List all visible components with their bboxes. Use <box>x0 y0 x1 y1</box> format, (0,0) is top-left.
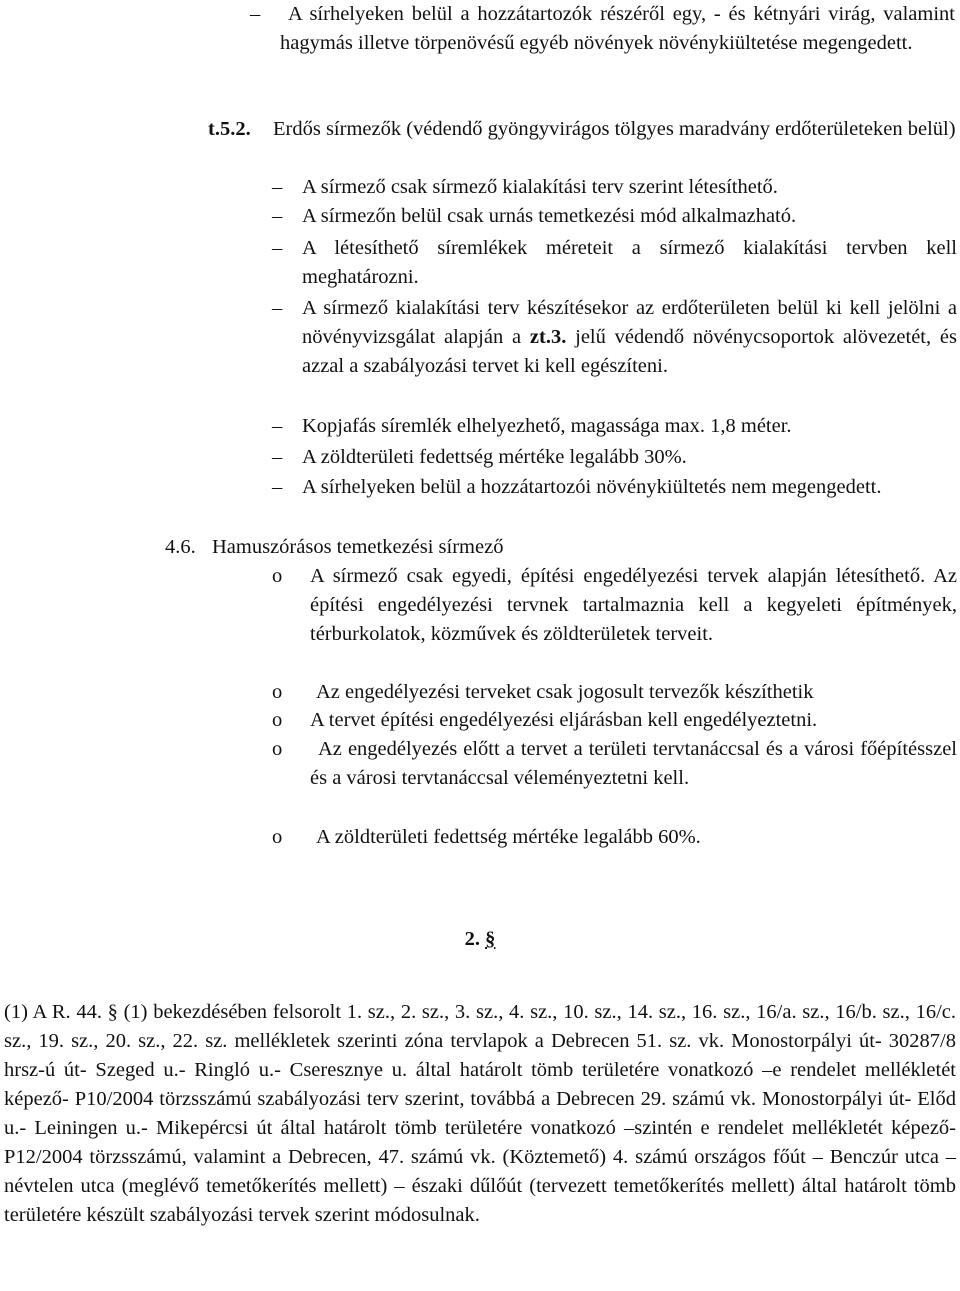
paragraph-symbol: § <box>485 928 496 950</box>
top-item-text: A sírhelyeken belül a hozzátartozók részéről egy, - és kétnyári virág, valamint hagymás illetve törpenövésű egyéb növények növénykiültetése megengedett. <box>280 3 955 54</box>
list-item-text: A sírmező kialakítási terv készítésekor az erdőterületen belül ki kell jelölni a növényvizsgálat alapján a <box>302 297 957 348</box>
zone-code: zt.3. <box>529 326 567 348</box>
list-circle-marker: o <box>272 738 283 760</box>
list-dash-marker: – <box>272 476 283 498</box>
paragraph-heading <box>0 925 960 954</box>
list-item: A létesíthető síremlékek méreteit a sírmező kialakítási tervben kell meghatározni. <box>302 237 957 288</box>
list-item: A sírmező csak sírmező kialakítási terv szerint létesíthető. <box>302 176 778 198</box>
section-heading-46: Hamuszórásos temetkezési sírmező <box>212 536 504 558</box>
list-item: Az engedélyezés előtt a tervet a területi tervtanáccsal és a városi főépítésszel és a városi tervtanáccsal véleményeztetni kell. <box>310 738 957 789</box>
list-circle-marker: o <box>272 565 283 587</box>
list-item: A zöldterületi fedettség mértéke legalább 60%. <box>316 826 701 848</box>
list-dash-marker: – <box>250 3 261 25</box>
list-dash-marker: – <box>272 297 283 319</box>
section-heading-t52: Erdős sírmezők (védendő gyöngyvirágos tölgyes maradvány erdőterületeken belül) <box>273 118 956 140</box>
list-dash-marker: – <box>272 237 283 259</box>
list-item: A sírmezőn belül csak urnás temetkezési mód alkalmazható. <box>302 205 797 227</box>
paragraph-body: (1) A R. 44. § (1) bekezdésében felsorolt 1. sz., 2. sz., 3. sz., 4. sz., 10. sz., 14. sz., 16. sz., 16/a. sz., 16/b. sz., 16/c. sz., 19. sz., 20. sz., 22. sz. mellékletek szerinti zóna tervlapok a Debrecen 51. sz. vk. Monostorpályi út- 30287/8 hrsz-ú út- Szeged u.- Ringló u.- Cseresznye u. által határolt tömb területére vonatkozó –e rendelet mellékletét képező- P10/2004 törzsszámú szabályozási terv szerint, továbbá a Debrecen 29. számú vk. Monostorpályi út- Előd u.- Leiningen u.- Mikepércsi út által határolt tömb területére vonatkozó –szintén e rendelet mellékletét képező- P12/2004 törzsszámú, valamint a Debrecen, 47. számú vk. (Köztemető) 4. számú országos főút – Benczúr utca – névtelen utca (meglévő temetőkerítés mellett) – északi dűlőút (tervezett temetőkerítés mellett) által határolt tömb területére készült szabályozási tervek szerint módosulnak. <box>4 1001 956 1226</box>
list-item: A sírmező csak egyedi, építési engedélyezési tervek alapján létesíthető. Az építési engedélyezési tervnek tartalmaznia kell a kegyeleti építmények, térburkolatok, közművek és zöldterületek terveit. <box>310 565 957 645</box>
list-dash-marker: – <box>272 205 283 227</box>
list-dash-marker: – <box>272 415 283 437</box>
paragraph-number: 2. <box>464 928 480 950</box>
list-circle-marker: o <box>272 709 283 731</box>
list-item: Kopjafás síremlék elhelyezhető, magassága max. 1,8 méter. <box>302 415 792 437</box>
list-item-text: jelű védendő növénycsoportok alövezetét, és azzal a szabályozási tervet ki kell egészíteni. <box>302 326 958 377</box>
section-number-46: 4.6. <box>165 536 196 558</box>
list-item: A sírhelyeken belül a hozzátartozói növénykiültetés nem megengedett. <box>302 476 882 498</box>
list-item <box>302 294 957 381</box>
list-dash-marker: – <box>272 176 283 198</box>
list-item: Az engedélyezési terveket csak jogosult tervezők készíthetik <box>316 681 814 703</box>
list-item: A zöldterületi fedettség mértéke legalább 30%. <box>302 446 687 468</box>
list-dash-marker: – <box>272 446 283 468</box>
list-circle-marker: o <box>272 681 283 703</box>
section-number-t52: t.5.2. <box>208 118 251 140</box>
list-item: A tervet építési engedélyezési eljárásban kell engedélyeztetni. <box>310 709 818 731</box>
list-circle-marker: o <box>272 826 283 848</box>
